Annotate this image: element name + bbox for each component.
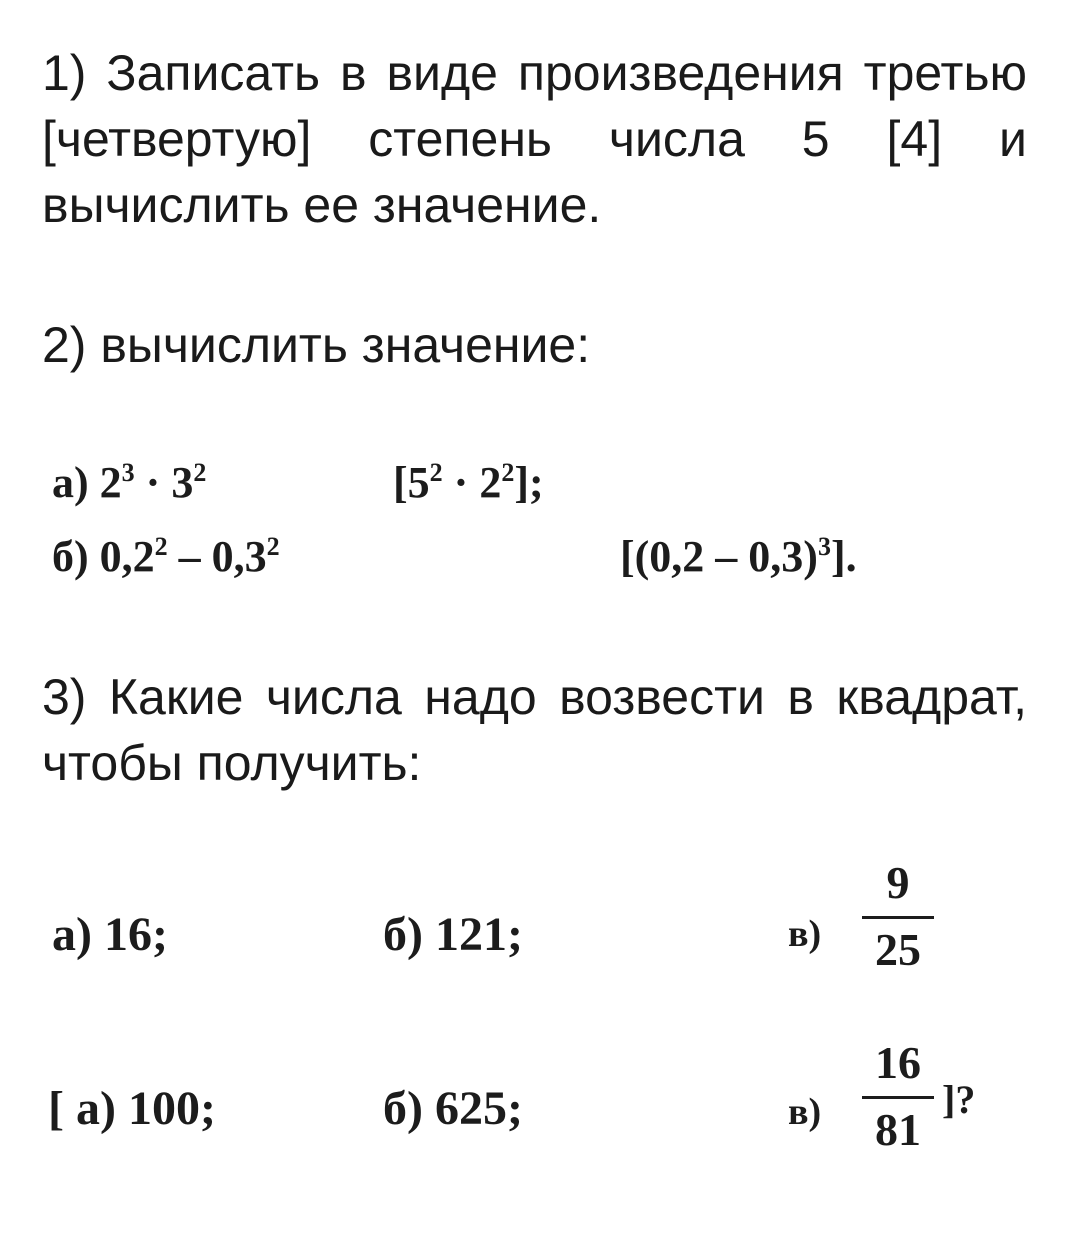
task-2a-alternative [393,458,544,514]
task-2b-label: б) [52,532,89,581]
task-3-row1-b: б) 121; [383,908,523,961]
operator: – [167,532,212,581]
task-3-row2-b: б) 625; [383,1082,523,1135]
operator: · [134,458,172,507]
task-3-row2-a: [ а) 100; [48,1082,216,1135]
base: 0,3 [211,532,267,581]
task-3-row2-fraction [858,1038,938,1155]
exponent: 3 [121,458,135,487]
base: 2 [99,458,122,507]
exponent: 3 [817,532,831,561]
fraction-numerator: 16 [875,1037,921,1088]
fraction-numerator: 9 [886,857,910,908]
bracket-open: [ [393,458,408,507]
task-2-heading: 2) вычислить значение: [42,317,591,373]
base: 5 [407,458,430,507]
exponent: 2 [429,458,443,487]
exponent: 2 [501,458,515,487]
task-3-heading: 3) Какие числа надо возвести в квадрат, чтобы получить: [42,669,1027,791]
task-2a-label: а) [52,458,89,507]
task-3-row1-v-label: в) [788,913,822,955]
bracket-close: ]. [830,532,857,581]
exponent: 2 [266,532,280,561]
base: 0,2 [99,532,155,581]
fraction-denominator: 81 [875,1104,921,1155]
fraction-denominator: 25 [875,924,921,975]
fraction-bar [862,1096,934,1099]
task-2b-expression [52,532,280,588]
task-3-row2-v-label: в) [788,1091,822,1133]
operator: · [442,458,480,507]
exponent: 2 [193,458,207,487]
task-3-row1-a: а) 16; [52,908,168,961]
task-3-row2-closing: ]? [942,1077,976,1122]
task-2b-alternative [620,532,857,588]
task-1-text: 1) Записать в виде произведения третью [четвертую] степень числа 5 [4] и вычислить ее значение. [42,45,1027,233]
bracket-close: ]; [514,458,544,507]
base: 2 [479,458,502,507]
bracket-open: [(0,2 – 0,3) [620,532,818,581]
base: 3 [171,458,194,507]
task-2a-expression [52,458,206,514]
exponent: 2 [154,532,168,561]
task-3-row1-fraction [858,858,938,975]
fraction-bar [862,916,934,919]
